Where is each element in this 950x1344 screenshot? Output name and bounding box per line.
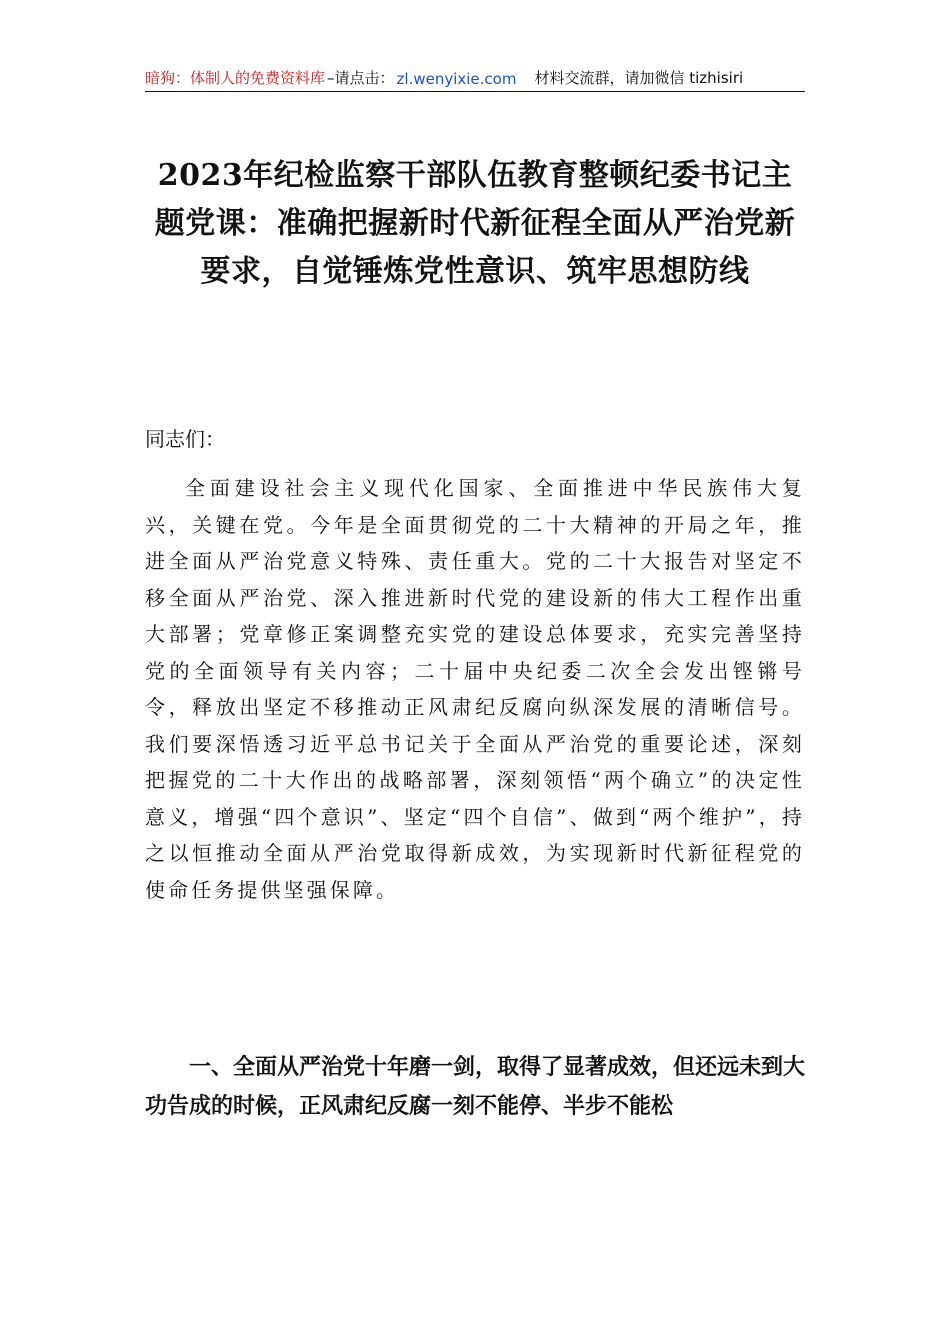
section-heading: 一、全面从严治党十年磨一剑，取得了显著成效，但还远未到大功告成的时候，正风肃纪反腐一刻不能停、半步不能松 <box>145 1055 806 1119</box>
page-header <box>145 64 805 92</box>
header-brand: 暗狗：体制人的免费资料库 <box>145 69 326 87</box>
document-title: 2023年纪检监察干部队伍教育整顿纪委书记主题党课：准确把握新时代新征程全面从严治党新要求，自觉锤炼党性意识、筑牢思想防线 <box>154 158 796 289</box>
header-separator: –请点击： <box>327 69 395 87</box>
header-contact: 材料交流群，请加微信 tizhisiri <box>534 69 744 87</box>
body-paragraph: 全面建设社会主义现代化国家、全面推进中华民族伟大复兴，关键在党。今年是全面贯彻党的二十大精神的开局之年，推进全面从严治党意义特殊、责任重大。党的二十大报告对坚定不移全面从严治党、深入推进新时代党的建设新的伟大工程作出重大部署；党章修正案调整充实党的建设总体要求，充实完善坚持党的全面领导有关内容；二十届中央纪委二次全会发出铿锵号令，释放出坚定不移推动正风肃纪反腐向纵深发展的清晰信号。我们要深悟透习近平总书记关于全面从严治党的重要论述，深刻把握党的二十大作出的战略部署，深刻领悟“两个确立”的决定性意义，增强“四个意识”、坚定“四个自信”、做到“两个维护”，持之以恒推动全面从严治党取得新成效，为实现新时代新征程党的使命任务提供坚强保障。 <box>145 476 805 902</box>
salutation: 同志们： <box>145 427 225 451</box>
header-link[interactable]: zl.wenyixie.com <box>396 70 517 88</box>
